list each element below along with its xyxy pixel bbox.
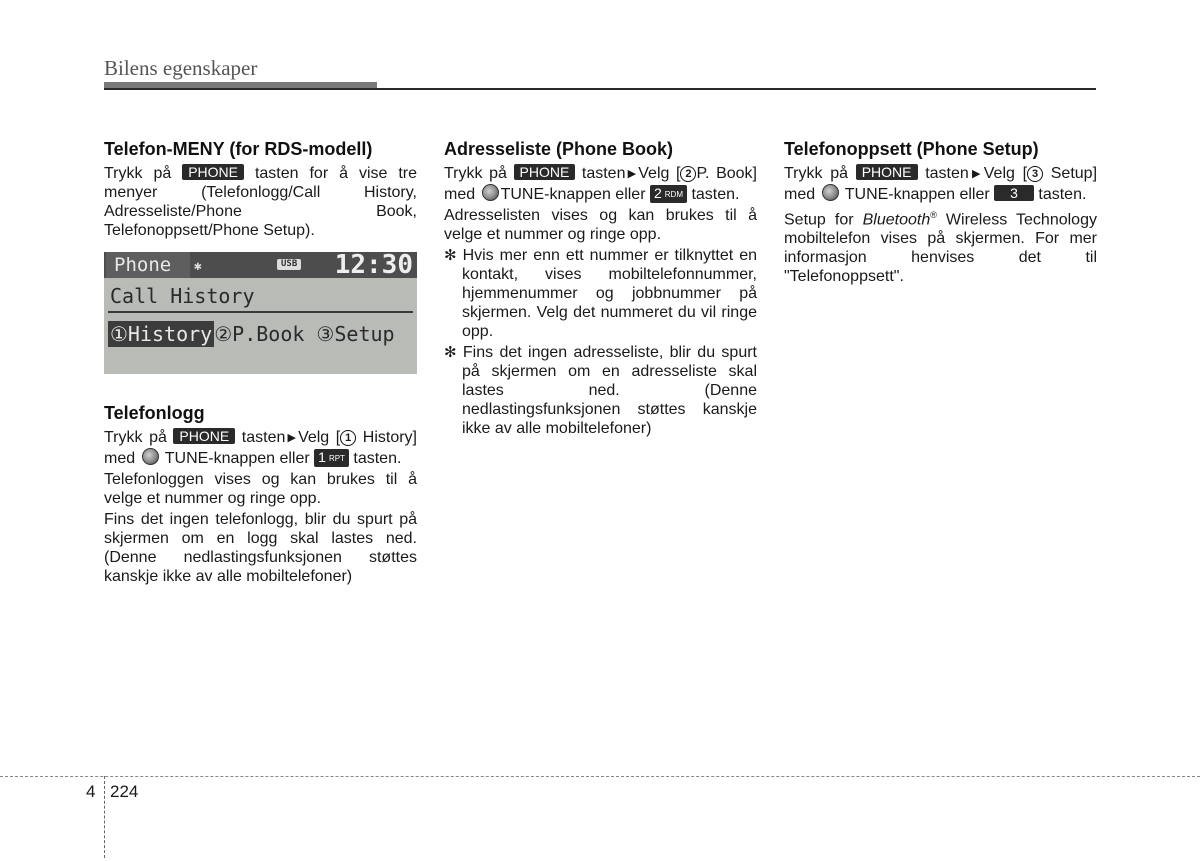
tune-knob-icon [482,184,499,201]
body-paragraph: Telefonloggen vises og kan brukes til å velge et nummer og ringe opp. [104,471,417,507]
number-key-icon: 3 [994,185,1034,201]
lcd-divider [108,311,413,313]
circled-number-icon: 2 [680,166,696,182]
arrow-right-icon: ▶ [625,168,639,180]
arrow-right-icon: ▶ [968,168,984,180]
instruction-paragraph: Trykk på PHONE tasten▶Velg [ 2 P. Book] med TUNE-knappen eller 2 RDM tasten. [444,164,757,203]
lcd-menu-selected: ①History [110,322,213,346]
page-number: 224 [110,782,139,801]
instruction-paragraph: Trykk på PHONE tasten▶Velg [ 3 Setup] med TUNE-knappen eller 3 tasten. [784,164,1098,203]
lcd-mode-label: Phone [106,252,190,278]
phone-key-icon: PHONE [514,164,576,180]
lcd-menu-row [108,322,395,346]
instruction-paragraph: Trykk på PHONE tasten▶Velg [ 1 History] med TUNE-knappen eller 1 RPT tasten. [104,428,417,467]
lcd-clock: 12:30 [334,250,413,280]
phone-key-icon: PHONE [173,428,235,444]
column-adresseliste [444,138,757,440]
footer-vertical-divider [104,776,105,858]
note-icon: ✻ [444,247,457,264]
circled-number-icon: 3 [1027,166,1043,182]
body-paragraph: Fins det ingen telefonlogg, blir du spurt på skjermen om en logg skal lastes ned. (Denne nedlastingsfunksjonen støttes kanskje ikke av alle mobiltelefoner) [104,511,417,585]
page-header-title: Bilens egenskaper [104,56,258,80]
subsection-heading: Telefonlogg [104,403,205,423]
arrow-right-icon: ▶ [285,432,299,444]
tune-knob-icon [822,184,839,201]
section-heading: Adresseliste (Phone Book) [444,139,674,159]
intro-paragraph: Trykk på PHONE tasten for å vise tre menyer (Telefonlogg/Call History, Adresseliste/Phone Book, Telefonoppsett/Phone Setup). [104,164,418,239]
section-heading: Telefon-MENY (for RDS-modell) [104,139,373,159]
note-item: ✻ Fins det ingen adresseliste, blir du spurt på skjermen om en adresseliste skal lastes ned. (Denne nedlastingsfunksjonen støttes kanskje ikke av alle mobiltelefoner) [444,344,757,437]
section-heading: Telefonoppsett (Phone Setup) [784,139,1039,159]
bluetooth-term: Bluetooth [862,211,931,229]
section-number: 4 [86,782,96,801]
note-item: ✻ Hvis mer enn ett nummer er tilknyttet en kontakt, vises mobiltelefonnummer, hjemmenummer og jobbnummer på skjermen. Velg det nummeret du vil ringe opp. [444,247,757,340]
usb-icon: USB [277,259,301,270]
bluetooth-icon: ✱ [194,259,202,274]
column-telefon-meny [104,138,417,588]
body-paragraph: Adresselisten vises og kan brukes til å velge et nummer og ringe opp. [444,207,757,243]
note-icon: ✻ [444,344,457,361]
phone-key-icon: PHONE [856,164,918,180]
tune-knob-icon [142,448,159,465]
lcd-title-line: Call History [110,284,255,308]
rpt-key-icon: 1 RPT [314,449,349,467]
lcd-menu-options: ②P.Book ③Setup [214,322,395,346]
column-telefonoppsett [784,138,1097,288]
footer-divider [0,776,1200,777]
circled-number-icon: 1 [340,430,356,446]
lcd-display-illustration [104,252,417,374]
rdm-key-icon: 2 RDM [650,185,687,203]
header-rule [104,88,1096,90]
phone-key-icon: PHONE [182,164,244,180]
body-paragraph: Setup for Bluetooth® Wireless Technology mobiltelefon vises på skjermen. For mer informasjon henvises det til "Telefonoppsett". [784,210,1097,286]
